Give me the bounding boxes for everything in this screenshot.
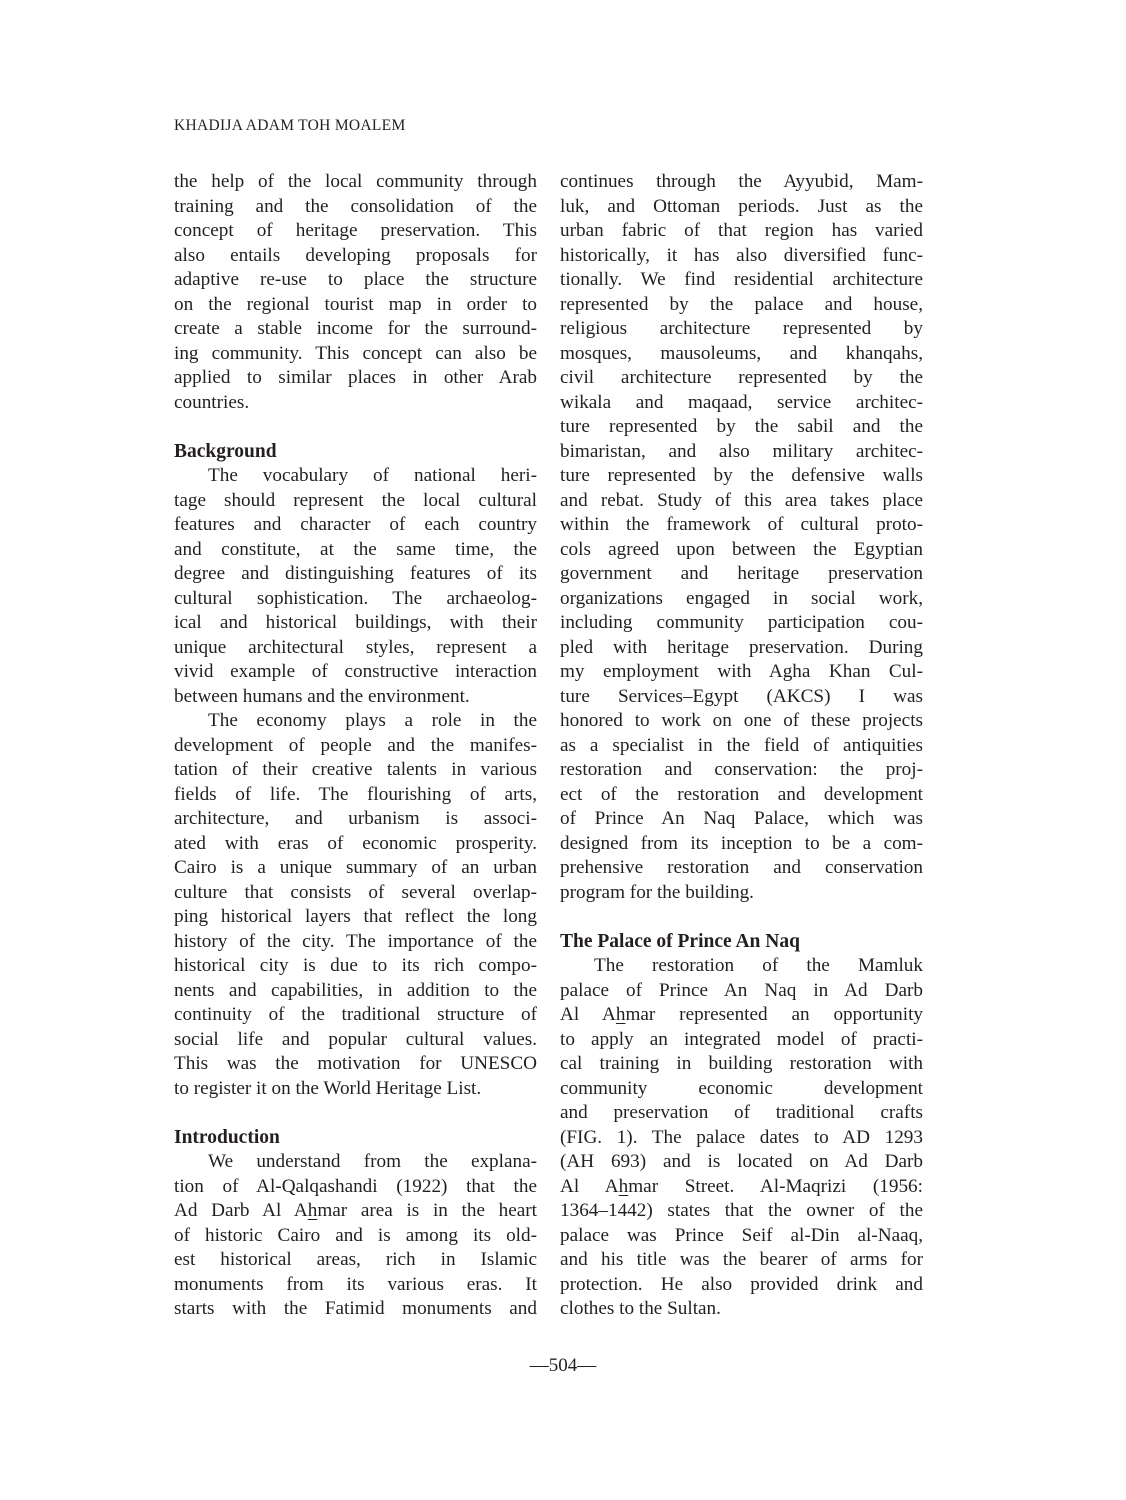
text-line: as a specialist in the field of antiquities (560, 734, 923, 756)
text-line: architecture, and urbanism is associ- (174, 808, 537, 829)
text-line: concept of heritage preservation. This (174, 220, 537, 241)
spacer (174, 1101, 537, 1126)
section-heading-introduction: Introduction (174, 1126, 280, 1148)
text-line: ture represented by the sabil and the (560, 416, 923, 437)
text-line: tionally. We find residential architecture (560, 269, 923, 290)
text-line: countries. (174, 391, 250, 413)
spacer (560, 905, 923, 930)
text-line: ture represented by the defensive walls (560, 465, 923, 486)
text-line: palace of Prince An Naq in Ad Darb (560, 979, 923, 1001)
text-fragment: Ad Darb Al A (174, 1200, 308, 1221)
text-line: (FIG. 1). The palace dates to AD 1293 (560, 1126, 923, 1148)
text-line: continues through the Ayyubid, Mam- (560, 171, 923, 192)
text-line: wikala and maqaad, service architec- (560, 391, 923, 413)
text-line: ing community. This concept can also be (174, 342, 537, 364)
text-line: ture Services–Egypt (AKCS) I was (560, 685, 923, 707)
text-line: designed from its inception to be a com- (560, 832, 923, 854)
text-line: government and heritage preservation (560, 563, 923, 584)
text-line: restoration and conservation: the proj- (560, 759, 923, 780)
text-line: ical and historical buildings, with their (174, 612, 537, 633)
text-line: represented by the palace and house, (560, 293, 923, 315)
text-line: tion of Al-Qalqashandi (1922) that the (174, 1175, 537, 1197)
text-line: the help of the local community through (174, 171, 537, 192)
text-line: also entails developing proposals for (174, 244, 537, 266)
text-line: ping historical layers that reflect the long (174, 906, 537, 927)
text-line: The restoration of the Mamluk (594, 955, 923, 976)
text-line: ect of the restoration and development (560, 783, 923, 805)
text-line: (AH 693) and is located on Ad Darb (560, 1151, 923, 1172)
text-line: tage should represent the local cultural (174, 489, 537, 511)
text-line: create a stable income for the surround- (174, 318, 537, 339)
text-line: organizations engaged in social work, (560, 587, 923, 609)
text-line: continuity of the traditional structure of (174, 1004, 537, 1025)
paragraph-introduction-continued (560, 170, 923, 905)
text-line: unique architectural styles, represent a (174, 636, 537, 658)
text-line: monuments from its various eras. It (174, 1273, 537, 1295)
section-heading-palace: The Palace of Prince An Naq (560, 930, 800, 952)
text-line: development of people and the manifes- (174, 734, 537, 756)
right-column (560, 170, 923, 1322)
text-line: luk, and Ottoman periods. Just as the (560, 195, 923, 217)
text-line: Cairo is a unique summary of an urban (174, 857, 537, 878)
text-line: historical city is due to its rich compo- (174, 955, 537, 976)
text-line: civil architecture represented by the (560, 367, 923, 388)
text-line: 1364–1442) states that the owner of the (560, 1200, 923, 1221)
text-line: urban fabric of that region has varied (560, 220, 923, 241)
text-line (560, 1003, 923, 1028)
paragraph-background-2 (174, 709, 537, 1101)
text-line: training and the consolidation of the (174, 195, 537, 217)
text-line: culture that consists of several overlap- (174, 881, 537, 903)
text-line: and preservation of traditional crafts (560, 1102, 923, 1123)
left-column (174, 170, 537, 1322)
text-line: my employment with Agha Khan Cul- (560, 661, 923, 682)
text-line: starts with the Fatimid monuments and (174, 1298, 537, 1319)
paragraph-palace-1 (560, 954, 923, 1322)
text-line: of Prince An Naq Palace, which was (560, 808, 923, 829)
paragraph-background-1 (174, 464, 537, 709)
text-line: The vocabulary of national heri- (208, 465, 537, 486)
paragraph-introduction-1 (174, 1150, 537, 1322)
text-line: The economy plays a role in the (208, 710, 537, 731)
text-line: mosques, mausoleums, and khanqahs, (560, 342, 923, 364)
text-line: and rebat. Study of this area takes place (560, 489, 923, 511)
text-line: clothes to the Sultan. (560, 1298, 721, 1319)
page-number: —504— (529, 1355, 597, 1376)
running-head: KHADIJA ADAM TOH MOALEM (174, 117, 406, 134)
text-line: adaptive re-use to place the structure (174, 269, 537, 290)
text-line: fields of life. The flourishing of arts, (174, 783, 537, 805)
text-line: palace was Prince Seif al-Din al-Naaq, (560, 1224, 923, 1246)
text-line: protection. He also provided drink and (560, 1273, 923, 1295)
text-line: prehensive restoration and conservation (560, 857, 923, 878)
text-line: vivid example of constructive interaction (174, 661, 537, 682)
text-fragment: Al A (560, 1004, 616, 1025)
text-line: nents and capabilities, in addition to the (174, 979, 537, 1001)
text-line: honored to work on one of these projects (560, 710, 923, 731)
text-line: community economic development (560, 1077, 923, 1099)
text-line: to apply an integrated model of practi- (560, 1028, 923, 1050)
spacer (174, 415, 537, 440)
text-line: bimaristan, and also military architec- (560, 440, 923, 462)
text-fragment: mar Street. Al-Maqrizi (1956: (628, 1175, 923, 1197)
text-line: within the framework of cultural proto- (560, 514, 923, 535)
text-fragment: mar represented an opportunity (625, 1004, 923, 1025)
text-line: est historical areas, rich in Islamic (174, 1249, 537, 1270)
text-line (560, 1175, 923, 1200)
text-fragment: mar area is in the heart (317, 1200, 538, 1221)
section-heading-background: Background (174, 440, 277, 462)
text-line: tation of their creative talents in various (174, 759, 537, 780)
text-line: including community participation cou- (560, 612, 923, 633)
text-line: ated with eras of economic prosperity. (174, 832, 537, 854)
underlined-letter: h (307, 1200, 318, 1221)
text-line: cal training in building restoration with (560, 1053, 923, 1074)
text-line: history of the city. The importance of the (174, 930, 537, 952)
text-fragment: Al A (560, 1175, 619, 1197)
text-line: social life and popular cultural values. (174, 1028, 537, 1050)
paragraph-intro-continued (174, 170, 537, 415)
underlined-letter: h (615, 1004, 626, 1025)
text-line: of historic Cairo and is among its old- (174, 1224, 537, 1246)
text-line: historically, it has also diversified func- (560, 244, 923, 266)
text-line: We understand from the explana- (208, 1151, 537, 1172)
text-line: applied to similar places in other Arab (174, 367, 537, 388)
text-line: This was the motivation for UNESCO (174, 1053, 537, 1074)
text-line: and constitute, at the same time, the (174, 538, 537, 560)
text-line (174, 1199, 537, 1224)
underlined-letter: h (618, 1175, 629, 1197)
text-line: between humans and the environment. (174, 685, 470, 707)
text-line: degree and distinguishing features of its (174, 563, 537, 584)
text-line: features and character of each country (174, 514, 537, 535)
text-line: cols agreed upon between the Egyptian (560, 538, 923, 560)
text-line: religious architecture represented by (560, 318, 923, 339)
text-line: cultural sophistication. The archaeolog- (174, 587, 537, 609)
text-line: pled with heritage preservation. During (560, 636, 923, 658)
text-line: on the regional tourist map in order to (174, 293, 537, 315)
text-line: and his title was the bearer of arms for (560, 1249, 923, 1270)
text-line: program for the building. (560, 881, 754, 903)
text-line: to register it on the World Heritage List. (174, 1077, 482, 1099)
